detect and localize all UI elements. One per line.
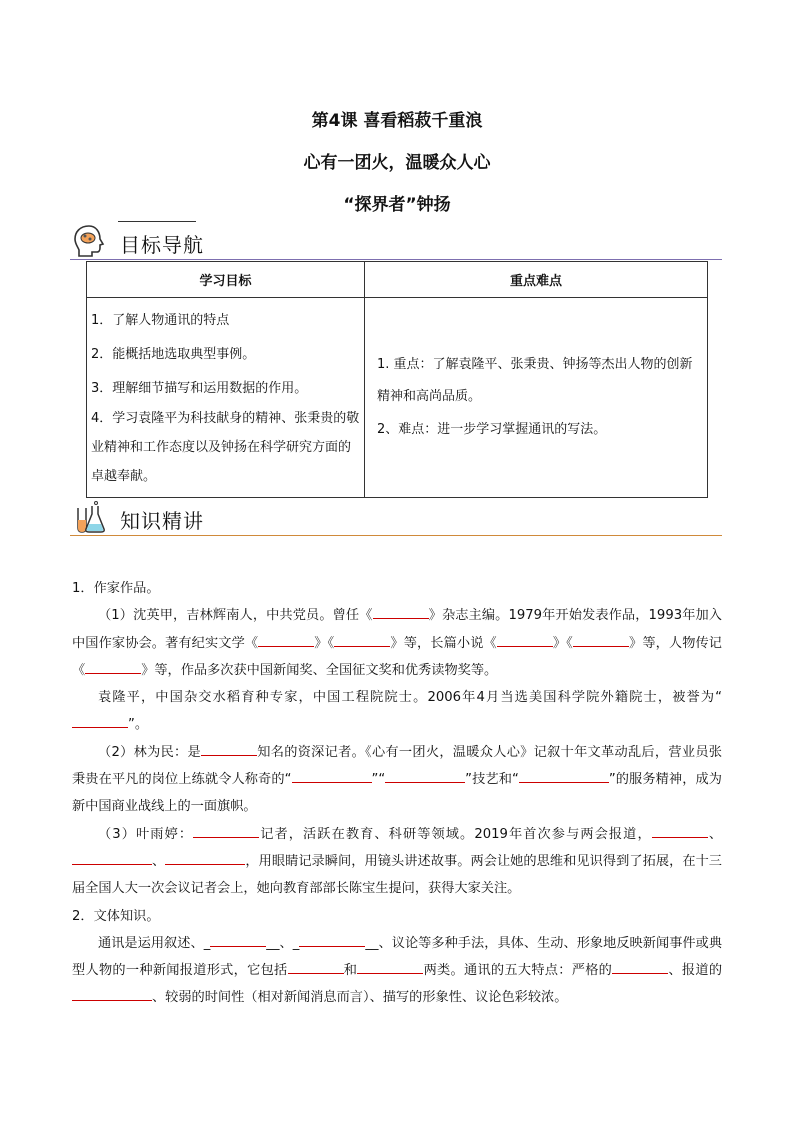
fill-blank[interactable] <box>652 823 708 838</box>
fill-blank[interactable] <box>299 932 365 947</box>
item-heading-1: 1．作家作品。 <box>72 581 160 596</box>
objectives-cell <box>87 298 365 498</box>
fill-blank[interactable] <box>373 604 429 619</box>
keypoint-item: 1. 重点：了解袁隆平、张秉贵、钟扬等杰出人物的创新精神和高尚品质。 <box>377 356 693 405</box>
paragraph-author-3: （3）叶雨婷： 记者，活跃在教育、科研等领域。2019年首次参与两会报道， 、、 ，用眼睛记录瞬间，用镜头讲述故事。两会让她的思维和见识得到了拓展，在十三届全国人大一次会议记者会上，她向教育部部长陈宝生提问，获得大家关注。 <box>72 821 722 903</box>
table-header-keypoints: 重点难点 <box>365 262 708 298</box>
fill-blank[interactable] <box>165 850 245 865</box>
fill-blank[interactable] <box>258 632 314 647</box>
goals-divider <box>70 259 722 260</box>
fill-blank[interactable] <box>210 932 266 947</box>
goals-table <box>86 261 708 498</box>
article-title-1: 心有一团火，温暖众人心 <box>303 153 491 173</box>
table-header-objectives: 学习目标 <box>87 262 365 298</box>
fill-blank[interactable] <box>72 713 128 728</box>
paragraph-author-1: （1）沈英甲，吉林辉南人，中共党员。曾任《 》杂志主编。1979年开始发表作品，1993年加入中国作家协会。著有纪实文学《 》《 》等，长篇小说《 》《 》等，人物传记《 》等，作品多次获中国新闻奖、全国征文奖和优秀读物奖等。 <box>72 602 722 684</box>
keypoint-item: 2、难点：进一步学习掌握通讯的写法。 <box>377 421 607 437</box>
fill-blank[interactable] <box>85 659 141 674</box>
goals-section-header <box>70 224 722 260</box>
header-accent-line <box>118 221 196 222</box>
lab-flask-icon <box>72 500 106 534</box>
fill-blank[interactable] <box>72 850 152 865</box>
knowledge-section-header <box>70 500 722 536</box>
fill-blank[interactable] <box>612 959 668 974</box>
knowledge-content <box>72 575 722 1012</box>
objective-item: 1．了解人物通讯的特点 <box>91 313 230 328</box>
fill-blank[interactable] <box>292 768 372 783</box>
fill-blank[interactable] <box>72 986 152 1001</box>
fill-blank[interactable] <box>193 823 259 838</box>
objective-item: 3．理解细节描写和运用数据的作用。 <box>91 380 308 396</box>
paragraph-yuan: 袁隆平，中国杂交水稻育种专家，中国工程院院士。2006年4月当选美国科学院外籍院士，被誉为“”。 <box>72 684 722 739</box>
objective-item: 2．能概括地选取典型事例。 <box>91 346 256 362</box>
fill-blank[interactable] <box>201 741 257 756</box>
fill-blank[interactable] <box>385 768 465 783</box>
fill-blank[interactable] <box>288 959 344 974</box>
fill-blank[interactable] <box>334 632 390 647</box>
fill-blank[interactable] <box>573 632 629 647</box>
knowledge-divider <box>70 535 722 536</box>
brain-head-icon <box>72 224 106 258</box>
fill-blank[interactable] <box>497 632 553 647</box>
paragraph-genre: 通讯是运用叙述、_ __、_ __、议论等多种手法，具体、生动、形象地反映新闻事件或典型人物的一种新闻报道形式，它包括 和 两类。通讯的五大特点：严格的 、报道的、较弱的时间性（相对新闻消息而言）、描写的形象性、议论色彩较浓。 <box>72 930 722 1012</box>
objective-item: 4．学习袁隆平为科技献身的精神、张秉贵的敬业精神和工作态度以及钟扬在科学研究方面的卓越奉献。 <box>91 411 360 484</box>
knowledge-heading: 知识精讲 <box>120 509 204 533</box>
fill-blank[interactable] <box>357 959 423 974</box>
item-heading-2: 2．文体知识。 <box>72 908 160 924</box>
lesson-title: 第4课 喜看稻菽千重浪 <box>311 111 483 131</box>
paragraph-author-2: （2）林为民：是 知名的资深记者。《心有一团火，温暖众人心》记叙十年文革动乱后，营业员张秉贵在平凡的岗位上练就令人称奇的“ ”“ ”技艺和“ ”的服务精神，成为新中国商业战线上的一面旗帜。 <box>72 739 722 821</box>
header-accent-line <box>118 497 196 498</box>
article-title-2: “探界者”钟扬 <box>343 195 451 215</box>
goals-heading: 目标导航 <box>120 233 204 257</box>
fill-blank[interactable] <box>519 768 609 783</box>
keypoints-cell <box>365 298 708 498</box>
